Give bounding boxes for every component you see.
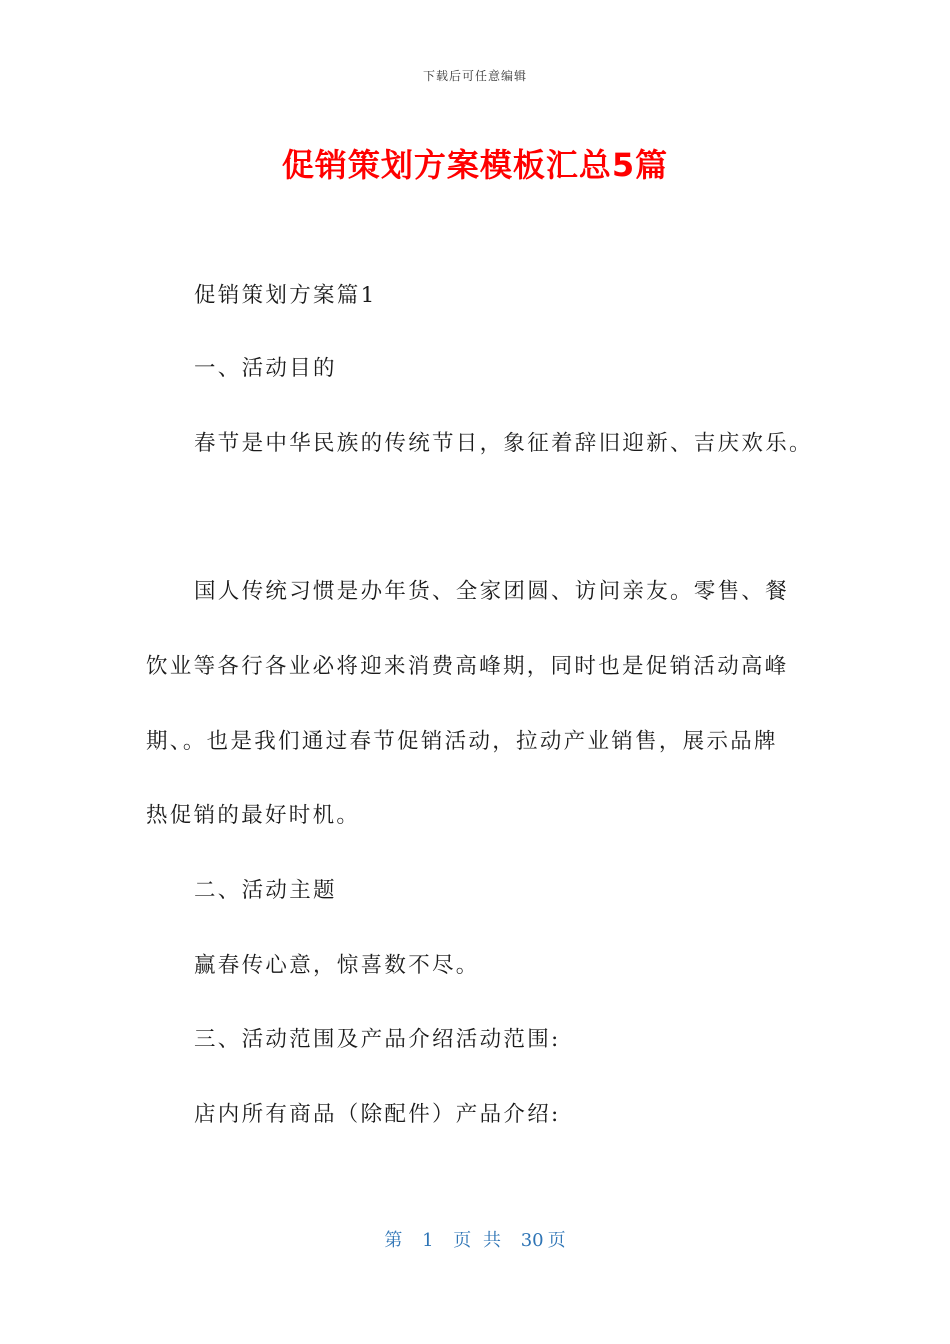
subheading-scope: 三、活动范围及产品介绍活动范围: [194,1027,561,1052]
footer-middle: 页 共 [453,1230,501,1251]
paragraph-line: 热促销的最好时机。 [146,803,361,828]
paragraph-line: 赢春传心意，惊喜数不尽。 [194,953,480,978]
header-note: 下载后可任意编辑 [422,69,527,83]
paragraph-line: 春节是中华民族的传统节日，象征着辞旧迎新、吉庆欢乐。 [194,431,813,456]
paragraph-line: 国人传统习惯是办年货、全家团圆、访问亲友。零售、餐 [194,579,790,604]
subheading-theme: 二、活动主题 [194,878,337,903]
paragraph-line: 店内所有商品（除配件）产品介绍: [194,1102,561,1127]
footer-prefix: 第 [384,1230,403,1251]
paragraph-line: 饮业等各行各业必将迎来消费高峰期，同时也是促销活动高峰 [146,654,789,679]
footer-current-page: 1 [422,1230,434,1251]
page-number-footer [0,1226,950,1252]
footer-suffix: 页 [547,1230,566,1251]
paragraph-line: 期、。也是我们通过春节促销活动，拉动产业销售，展示品牌 [146,729,778,754]
subheading-purpose: 一、活动目的 [194,356,337,381]
footer-total-pages: 30 [520,1230,544,1251]
document-title: 促销策划方案模板汇总5篇 [281,146,669,184]
section-heading: 促销策划方案篇1 [194,283,377,308]
